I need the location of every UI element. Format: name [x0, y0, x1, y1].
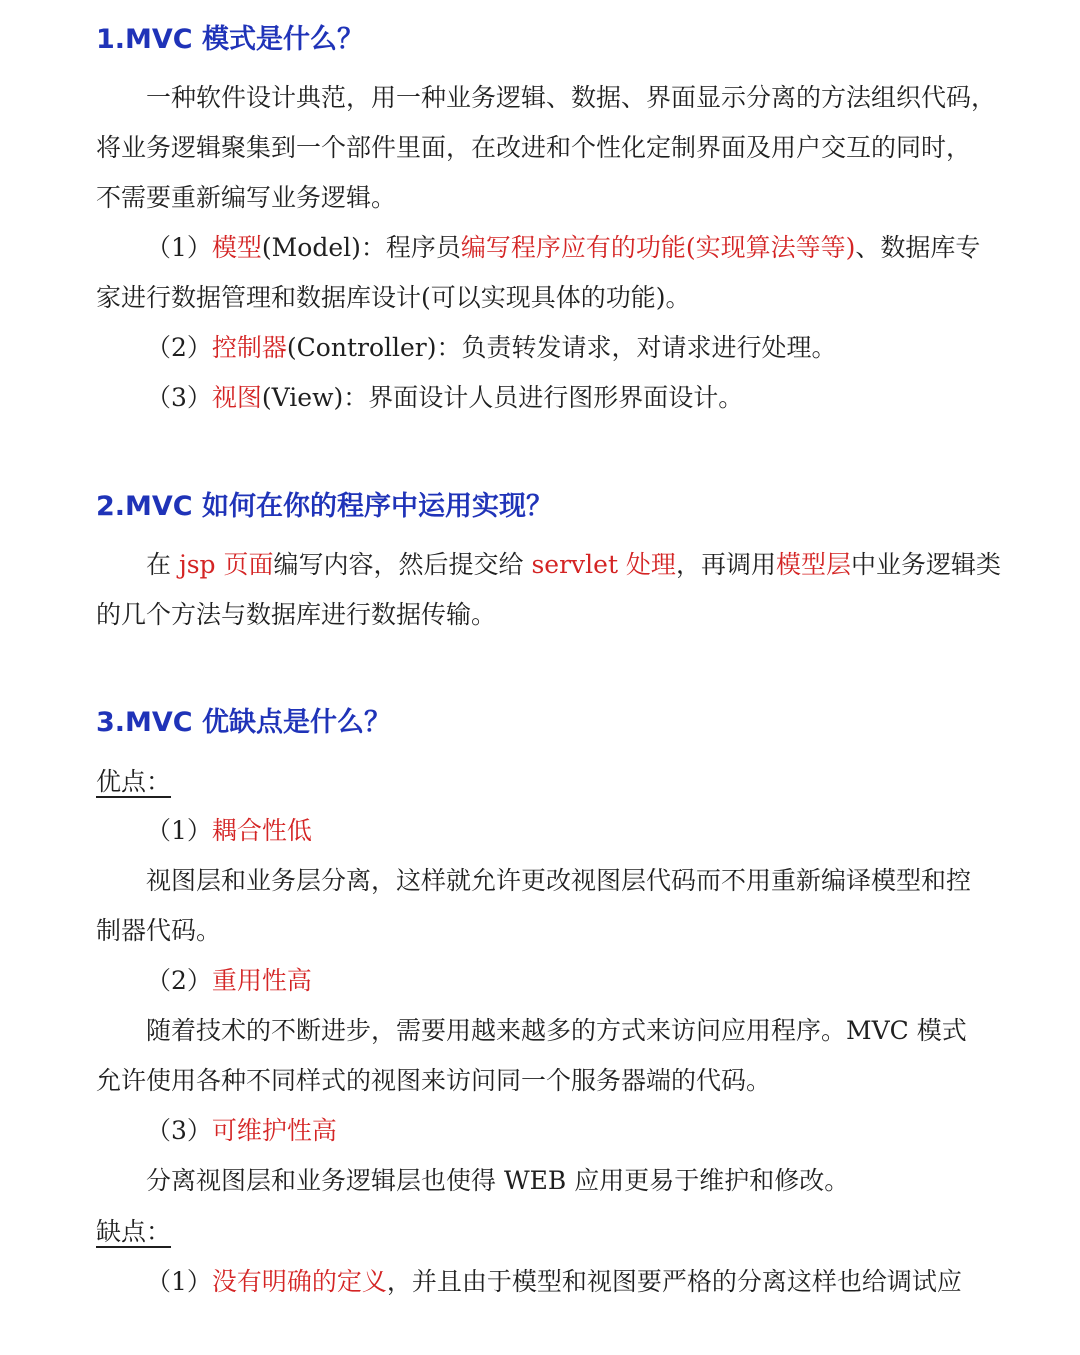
pro-1-line-1: 视图层和业务层分离，这样就允许更改视图层代码而不用重新编译模型和控: [146, 866, 972, 895]
term-servlet: servlet 处理: [531, 550, 676, 579]
pro-2-line-1: 随着技术的不断进步，需要用越来越多的方式来访问应用程序。MVC 模式: [146, 1016, 967, 1045]
cons-label: 缺点：: [96, 1217, 172, 1246]
item-text: (Controller)：负责转发请求，对请求进行处理。: [286, 333, 837, 362]
pro-2-title: [146, 961, 312, 1001]
term-model: 模型: [211, 233, 262, 262]
text: 在: [146, 550, 179, 579]
pros-label: 优点：: [96, 767, 172, 796]
item-number: （3）: [146, 1116, 212, 1145]
section-2-heading: 2.MVC 如何在你的程序中运用实现？: [96, 491, 554, 522]
text: ，再调用: [675, 550, 776, 579]
s2-paragraph-line-2: 的几个方法与数据库进行数据传输。: [96, 600, 497, 629]
item-number: （1）: [146, 1267, 212, 1296]
s1-paragraph-line-1: 一种软件设计典范，用一种业务逻辑、数据、界面显示分离的方法组织代码，: [146, 83, 997, 112]
s1-paragraph-line-2: 将业务逻辑聚集到一个部件里面，在改进和个性化定制界面及用户交互的同时，: [96, 133, 972, 162]
text: 编写内容，然后提交给: [273, 550, 532, 579]
pro-1-title: [146, 811, 312, 851]
item-number: （2）: [146, 966, 212, 995]
emphasis-text: 编写程序应有的功能(实现算法等等): [460, 233, 856, 262]
item-text: (View)：界面设计人员进行图形界面设计。: [261, 383, 744, 412]
pro-3-name: 可维护性高: [211, 1116, 337, 1145]
item-number: （3）: [146, 383, 212, 412]
item-number: （1）: [146, 233, 212, 262]
s1-item-view: [146, 378, 743, 418]
s2-paragraph-line-1: [146, 545, 1001, 585]
term-jsp: jsp 页面: [178, 550, 274, 579]
item-text: (Model)：程序员: [261, 233, 461, 262]
item-number: （2）: [146, 333, 212, 362]
item-number: （1）: [146, 816, 212, 845]
con-1-line: [146, 1262, 962, 1302]
s1-item-controller: [146, 328, 837, 368]
con-1-name: 没有明确的定义: [211, 1267, 387, 1296]
term-model-layer: 模型层: [775, 550, 851, 579]
term-view: 视图: [211, 383, 262, 412]
pro-2-name: 重用性高: [211, 966, 312, 995]
s1-item-model-cont: 家进行数据管理和数据库设计(可以实现具体的功能)。: [96, 283, 691, 312]
pro-3-title: [146, 1111, 337, 1151]
item-text-rest: 、数据库专: [855, 233, 981, 262]
section-1-heading: 1.MVC 模式是什么？: [96, 24, 365, 55]
pro-1-name: 耦合性低: [211, 816, 312, 845]
pro-2-line-2: 允许使用各种不同样式的视图来访问同一个服务器端的代码。: [96, 1066, 772, 1095]
pro-3-line-1: 分离视图层和业务逻辑层也使得 WEB 应用更易于维护和修改。: [146, 1166, 850, 1195]
section-3-heading: 3.MVC 优缺点是什么？: [96, 707, 392, 738]
s1-item-model: [146, 228, 980, 268]
item-text: ，并且由于模型和视图要严格的分离这样也给调试应: [386, 1267, 962, 1296]
pro-1-line-2: 制器代码。: [96, 916, 222, 945]
text: 中业务逻辑类: [850, 550, 1001, 579]
term-controller: 控制器: [211, 333, 287, 362]
s1-paragraph-line-3: 不需要重新编写业务逻辑。: [96, 183, 397, 212]
